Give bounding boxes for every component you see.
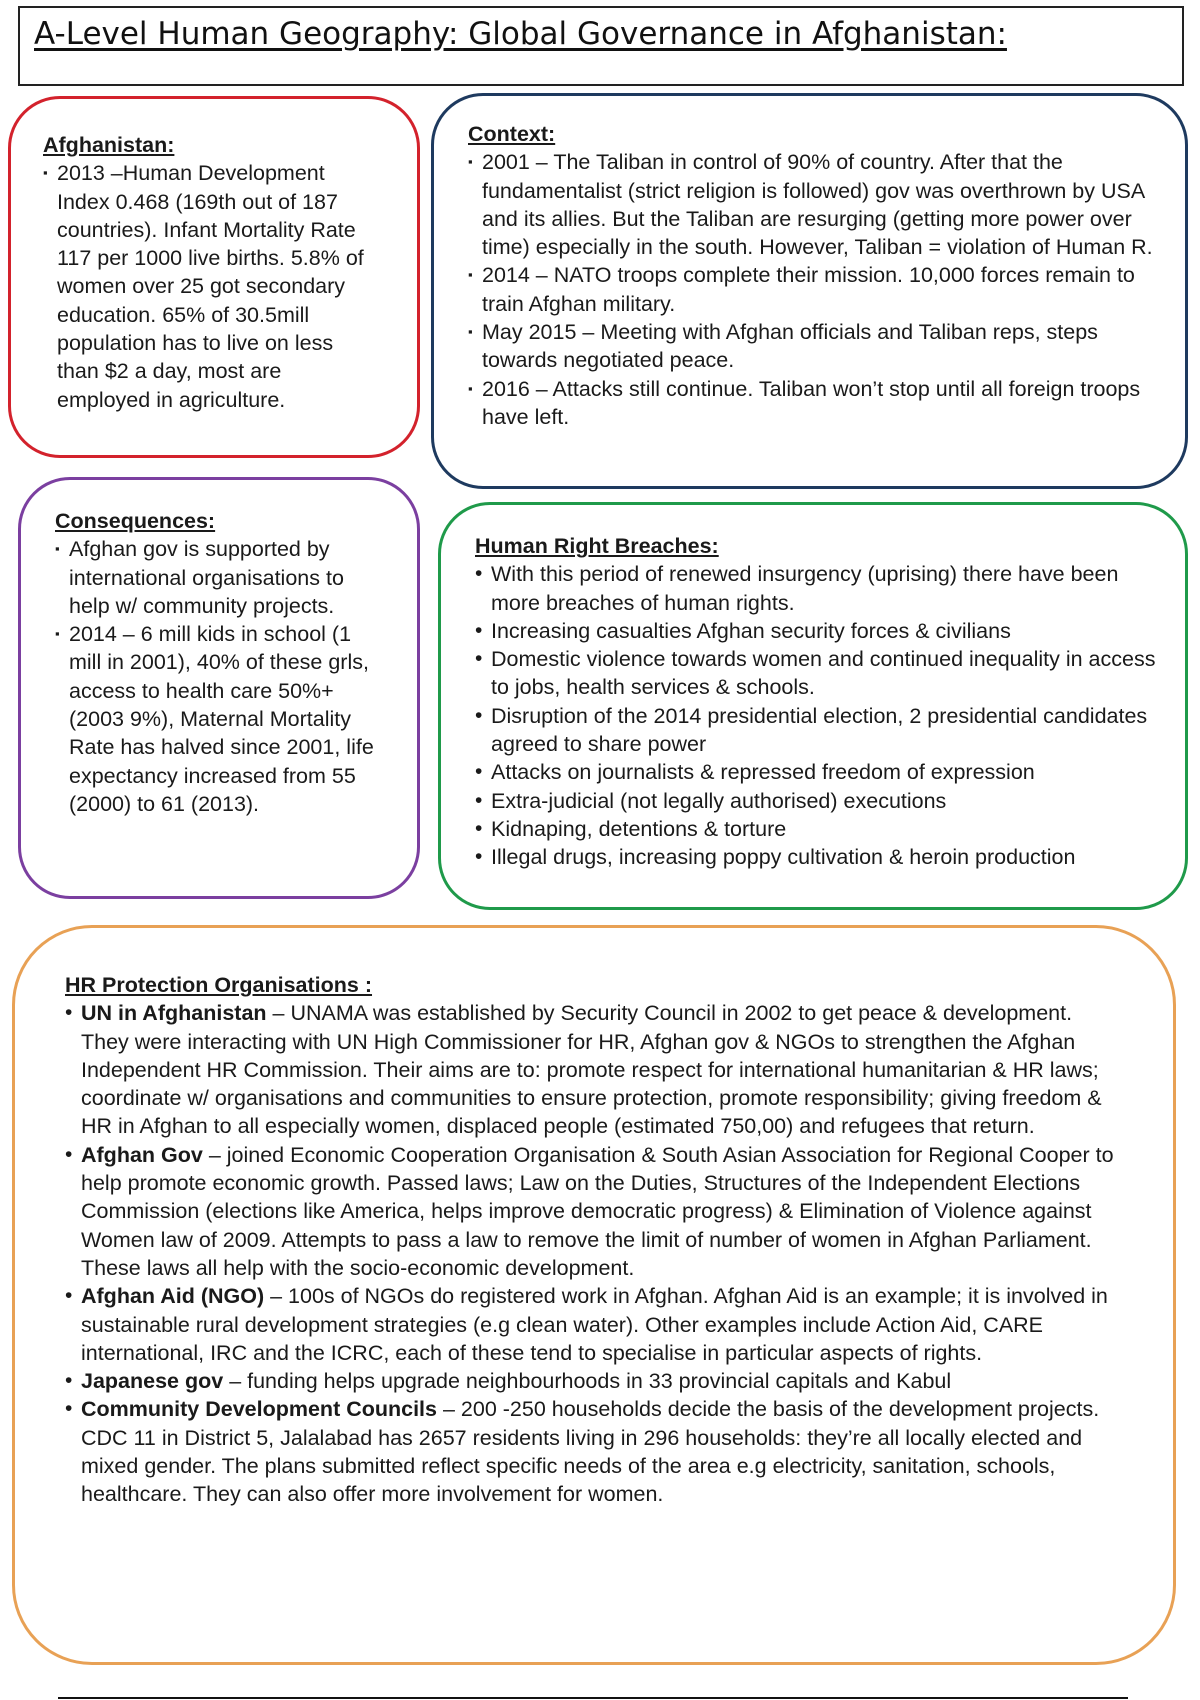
square-bullet-icon: ▪ [55, 626, 60, 642]
list-item [475, 815, 1157, 843]
bottom-rule [58, 1697, 1128, 1699]
breaches-heading: Human Right Breaches: [475, 534, 719, 558]
title-box [18, 6, 1184, 86]
afghanistan-panel [8, 96, 420, 458]
organisations-heading: HR Protection Organisations : [65, 973, 373, 997]
list-item [468, 318, 1157, 375]
list-item-text: 2014 – NATO troops complete their mission. 10,000 forces remain to train Afghan military. [482, 263, 1135, 316]
list-item-text: Increasing casualties Afghan security forces & civilians [491, 618, 1011, 643]
organisation-description: – UNAMA was established by Security Council in 2002 to get peace & development. They were interacting with UN High Commissioner for HR, Afghan gov & NGOs to strengthen the Afghan Independent HR Commission. Their aims are to: promote respect for international humanitarian & HR laws; coordinate w/ organisations and communities to ensure protection, promote responsibility; giving freedom & HR in Afghan to all especially women, displaced people (estimated 750,00) and refugees that return. [81, 1001, 1102, 1139]
list-item-text: Afghan gov is supported by international organisations to help w/ community projects. [69, 537, 344, 618]
list-item [468, 148, 1157, 261]
list-item-text: 2001 – The Taliban in control of 90% of country. After that the fundamentalist (strict religion is followed) gov was overthrown by USA and its allies. But the Taliban are resurging (getting more power over time) especially in the south. However, Taliban = violation of Human R. [482, 150, 1153, 260]
dot-bullet-icon: • [475, 618, 483, 642]
dot-bullet-icon: • [65, 1284, 73, 1308]
square-bullet-icon: ▪ [468, 154, 473, 170]
dot-bullet-icon: • [475, 562, 483, 586]
afghanistan-heading: Afghanistan: [43, 133, 175, 157]
breaches-list [475, 560, 1157, 871]
organisation-description: – joined Economic Cooperation Organisation & South Asian Association for Regional Cooper to help promote economic growth. Passed laws; Law on the Duties, Structures of the Independent Elections Commission (elections like America, helps improve democratic progress) & Elimination of Violence against Women law of 2009. Attempts to pass a law to remove the limit of number of women in Afghan Parliament. These laws all help with the socio-economic development. [81, 1142, 1114, 1280]
consequences-list [55, 535, 387, 818]
page-title: A-Level Human Geography: Global Governance in Afghanistan: [34, 16, 1007, 52]
list-item [65, 1141, 1125, 1282]
list-item [475, 787, 1157, 815]
organisation-name: Japanese gov [81, 1369, 224, 1394]
list-item-text: 2014 – 6 mill kids in school (1 mill in 2001), 40% of these grls, access to health care 50%+ (2003 9%), Maternal Mortality Rate has halved since 2001, life expectancy increased from 55 (2000) to 61 (2013). [69, 622, 374, 816]
list-item-text: Extra-judicial (not legally authorised) executions [491, 788, 947, 813]
organisation-description: – 100s of NGOs do registered work in Afghan. Afghan Aid is an example; it is involved in sustainable rural development strategies (e.g clean water). Other examples include Action Aid, CARE international, IRC and the ICRC, each of these tend to specialise in particular aspects of rights. [81, 1284, 1108, 1365]
dot-bullet-icon: • [65, 1369, 73, 1393]
list-item-text: 2016 – Attacks still continue. Taliban won’t stop until all foreign troops have left. [482, 376, 1141, 429]
list-item [475, 843, 1157, 871]
list-item-text: Attacks on journalists & repressed freedom of expression [491, 760, 1035, 785]
square-bullet-icon: ▪ [55, 541, 60, 557]
list-item [65, 1367, 1125, 1395]
list-item [65, 1282, 1125, 1367]
list-item-text: Illegal drugs, increasing poppy cultivation & heroin production [491, 845, 1076, 870]
organisations-list [65, 999, 1125, 1508]
list-item [55, 620, 387, 818]
list-item [475, 560, 1157, 617]
list-item-text: 2013 –Human Development Index 0.468 (169th out of 187 countries). Infant Mortality Rate 117 per 1000 live births. 5.8% of women over 25 got secondary education. 65% of 30.5mill population has to live on less than $2 a day, most are employed in agriculture. [57, 161, 364, 412]
list-item-text: Domestic violence towards women and continued inequality in access to jobs, health services & schools. [491, 647, 1156, 700]
list-item [475, 645, 1157, 702]
organisation-description: – funding helps upgrade neighbourhoods in 33 provincial capitals and Kabul [223, 1369, 952, 1394]
square-bullet-icon: ▪ [468, 380, 473, 396]
dot-bullet-icon: • [475, 845, 483, 869]
dot-bullet-icon: • [475, 703, 483, 727]
list-item [468, 261, 1157, 318]
dot-bullet-icon: • [475, 788, 483, 812]
list-item [475, 617, 1157, 645]
consequences-panel [18, 477, 420, 899]
dot-bullet-icon: • [475, 647, 483, 671]
list-item [65, 999, 1125, 1140]
organisations-panel [12, 925, 1176, 1665]
list-item-text: May 2015 – Meeting with Afghan officials and Taliban reps, steps towards negotiated peace. [482, 320, 1098, 373]
organisation-name: UN in Afghanistan [81, 1001, 267, 1026]
list-item-text: With this period of renewed insurgency (uprising) there have been more breaches of human rights. [491, 562, 1119, 615]
list-item-text: Kidnaping, detentions & torture [491, 816, 787, 841]
square-bullet-icon: ▪ [468, 267, 473, 283]
square-bullet-icon: ▪ [43, 165, 48, 181]
list-item [475, 702, 1157, 759]
list-item [43, 159, 377, 414]
dot-bullet-icon: • [65, 1001, 73, 1025]
list-item [475, 758, 1157, 786]
dot-bullet-icon: • [65, 1142, 73, 1166]
square-bullet-icon: ▪ [468, 324, 473, 340]
list-item [55, 535, 387, 620]
list-item-text: Disruption of the 2014 presidential election, 2 presidential candidates agreed to share power [491, 703, 1148, 757]
dot-bullet-icon: • [475, 816, 483, 840]
dot-bullet-icon: • [65, 1397, 73, 1421]
organisation-description: – 200 -250 households decide the basis of the development projects. CDC 11 in District 5, Jalalabad has 2657 residents living in 296 households: they’re all locally elected and mixed gender. The plans submitted reflect specific needs of the area e.g electricity, sanitation, schools, healthcare. They can also offer more involvement for women. [81, 1397, 1100, 1507]
dot-bullet-icon: • [475, 760, 483, 784]
list-item [468, 375, 1157, 432]
context-list [468, 148, 1157, 431]
list-item [65, 1395, 1125, 1508]
consequences-heading: Consequences: [55, 509, 216, 533]
organisation-name: Afghan Aid (NGO) [81, 1284, 265, 1309]
breaches-panel [438, 502, 1188, 910]
context-panel [431, 93, 1188, 489]
afghanistan-list [43, 159, 377, 414]
organisation-name: Afghan Gov [81, 1142, 203, 1167]
organisation-name: Community Development Councils [81, 1397, 437, 1422]
context-heading: Context: [468, 122, 556, 146]
